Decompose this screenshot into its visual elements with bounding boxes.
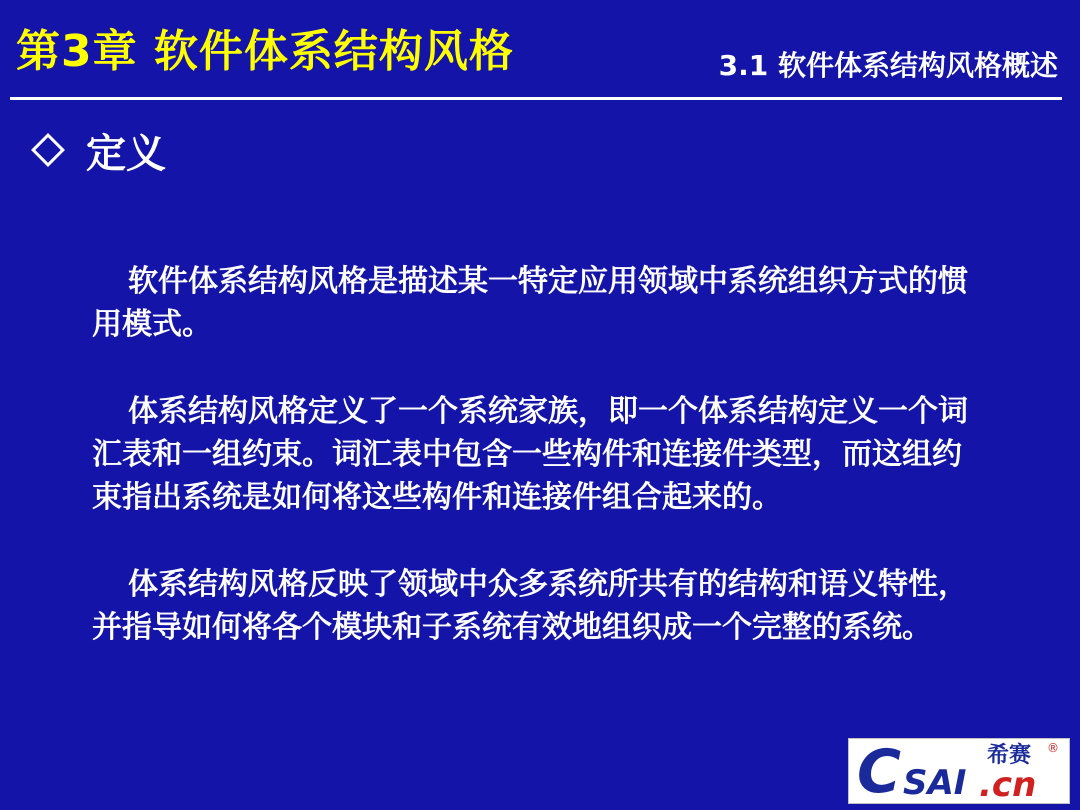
body-text: [92, 260, 972, 693]
paragraph-3: 体系结构风格反映了领域中众多系统所共有的结构和语义特性，并指导如何将各个模块和子系统有效地组织成一个完整的系统。: [92, 567, 968, 645]
paragraph-1: 软件体系结构风格是描述某一特定应用领域中系统组织方式的惯用模式。: [92, 264, 968, 342]
logo-letters-sai: SAI: [903, 763, 967, 803]
section-title: 3.1 软件体系结构风格概述: [718, 49, 1058, 82]
definition-heading: 定义: [86, 130, 166, 177]
registered-mark: ®: [1047, 741, 1059, 755]
definition-heading-row: [26, 120, 166, 180]
diamond-bullet-icon: [31, 133, 65, 167]
logo-suffix: .cn: [979, 765, 1037, 805]
chapter-title: 第3章 软件体系结构风格: [16, 26, 514, 77]
header-divider: [10, 97, 1062, 100]
csai-logo: [848, 737, 1070, 807]
paragraph-2: 体系结构风格定义了一个系统家族，即一个体系结构定义一个词汇表和一组约束。词汇表中包含一些构件和连接件类型，而这组约束指出系统是如何将这些构件和连接件组合起来的。: [92, 394, 968, 515]
logo-chinese: 希赛: [987, 743, 1032, 768]
logo-letter-c: C: [857, 737, 902, 807]
